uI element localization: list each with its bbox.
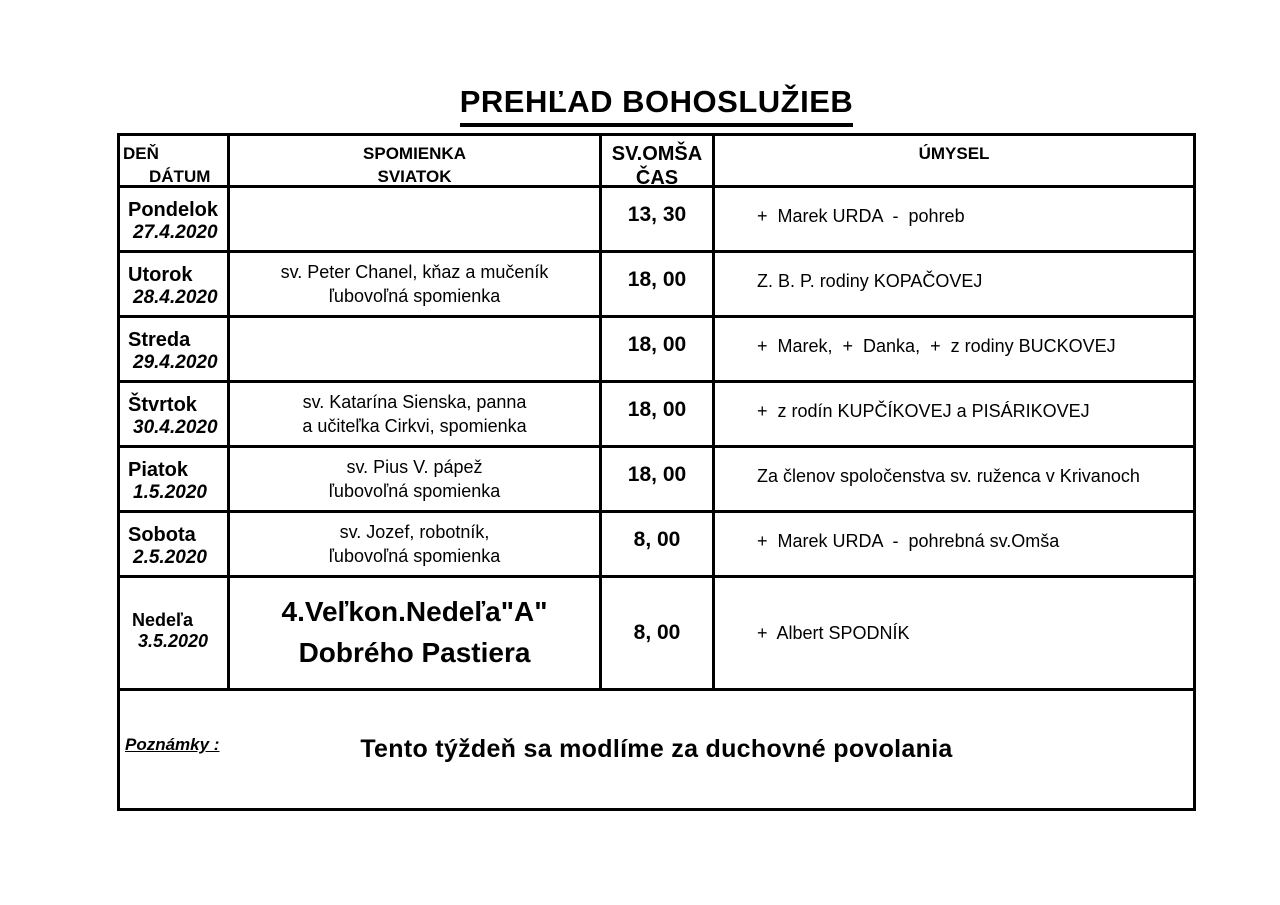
mass-time-cell: 18, 00 [602, 318, 715, 383]
page-title: PREHĽAD BOHOSLUŽIEB [460, 84, 854, 127]
mass-time-cell: 18, 00 [602, 448, 715, 513]
header-mass-line1: SV.OMŠA [611, 143, 703, 165]
intention-cell: + Marek URDA - pohrebná sv.Omša [715, 513, 1193, 578]
day-name: Utorok [128, 264, 193, 286]
day-name: Sobota [128, 524, 196, 546]
mass-time-cell: 18, 00 [602, 253, 715, 318]
header-intention-label: ÚMYSEL [918, 144, 990, 163]
title-container [117, 84, 1196, 127]
day-date: 27.4.2020 [133, 222, 218, 243]
memorial-cell-sunday [230, 578, 602, 691]
memorial-cell [230, 513, 602, 578]
day-name: Štvrtok [128, 394, 197, 416]
day-date: 29.4.2020 [133, 352, 218, 373]
memorial-cell [230, 318, 602, 383]
intention-cell: + Albert SPODNÍK [715, 578, 1193, 691]
memorial-cell [230, 383, 602, 448]
table-row-day-saturday [120, 513, 230, 578]
table-row-day-sunday [120, 578, 230, 691]
mass-schedule-table [117, 133, 1196, 811]
day-date: 2.5.2020 [133, 547, 207, 568]
memorial-cell [230, 188, 602, 253]
memorial-line1: sv. Peter Chanel, kňaz a mučeník [280, 261, 549, 282]
memorial-line2: a učiteľka Cirkvi, spomienka [302, 416, 527, 436]
header-mass-time [602, 136, 715, 188]
intention-cell: Za členov spoločenstva sv. ruženca v Krivanoch [715, 448, 1193, 513]
mass-time-cell: 8, 00 [602, 513, 715, 578]
header-day-line2: DÁTUM [149, 166, 211, 186]
header-memorial [230, 136, 602, 188]
day-date: 28.4.2020 [133, 287, 218, 308]
header-mass-line2: ČAS [635, 167, 679, 188]
day-name: Piatok [128, 459, 189, 481]
memorial-line2: ľubovoľná spomienka [328, 546, 501, 566]
day-name: Streda [128, 329, 191, 351]
table-row-day-thursday [120, 383, 230, 448]
memorial-line2: ľubovoľná spomienka [328, 481, 501, 501]
memorial-line2: Dobrého Pastiera [298, 637, 531, 668]
day-date: 3.5.2020 [138, 630, 209, 651]
day-date: 30.4.2020 [133, 417, 218, 438]
intention-cell: + Marek URDA - pohreb [715, 188, 1193, 253]
intention-cell: + Marek, + Danka, + z rodiny BUCKOVEJ [715, 318, 1193, 383]
notes-section [120, 691, 1193, 808]
memorial-cell [230, 253, 602, 318]
notes-label: Poznámky : [125, 735, 220, 754]
table-row-day-monday [120, 188, 230, 253]
header-memorial-line1: SPOMIENKA [363, 144, 466, 163]
memorial-line1: sv. Jozef, robotník, [339, 521, 490, 542]
day-date: 1.5.2020 [133, 482, 207, 503]
table-row-day-friday [120, 448, 230, 513]
memorial-line1: sv. Katarína Sienska, panna [302, 391, 527, 412]
table-row-day-tuesday [120, 253, 230, 318]
mass-time-cell: 8, 00 [602, 578, 715, 691]
header-day-line1: DEŇ [123, 144, 159, 163]
intention-cell: + z rodín KUPČÍKOVEJ a PISÁRIKOVEJ [715, 383, 1193, 448]
header-memorial-line2: SVIATOK [377, 166, 452, 186]
mass-time-cell: 18, 00 [602, 383, 715, 448]
memorial-line1: 4.Veľkon.Nedeľa"A" [281, 596, 548, 628]
day-name: Nedeľa [132, 610, 193, 630]
notes-text: Tento týždeň sa modlíme za duchovné povolania [360, 735, 953, 763]
header-day-date [120, 136, 230, 188]
mass-time-cell: 13, 30 [602, 188, 715, 253]
memorial-cell [230, 448, 602, 513]
memorial-line1: sv. Pius V. pápež [346, 456, 483, 477]
table-row-day-wednesday [120, 318, 230, 383]
memorial-line2: ľubovoľná spomienka [328, 286, 501, 306]
intention-cell: Z. B. P. rodiny KOPAČOVEJ [715, 253, 1193, 318]
header-intention [715, 136, 1193, 188]
day-name: Pondelok [128, 199, 219, 221]
